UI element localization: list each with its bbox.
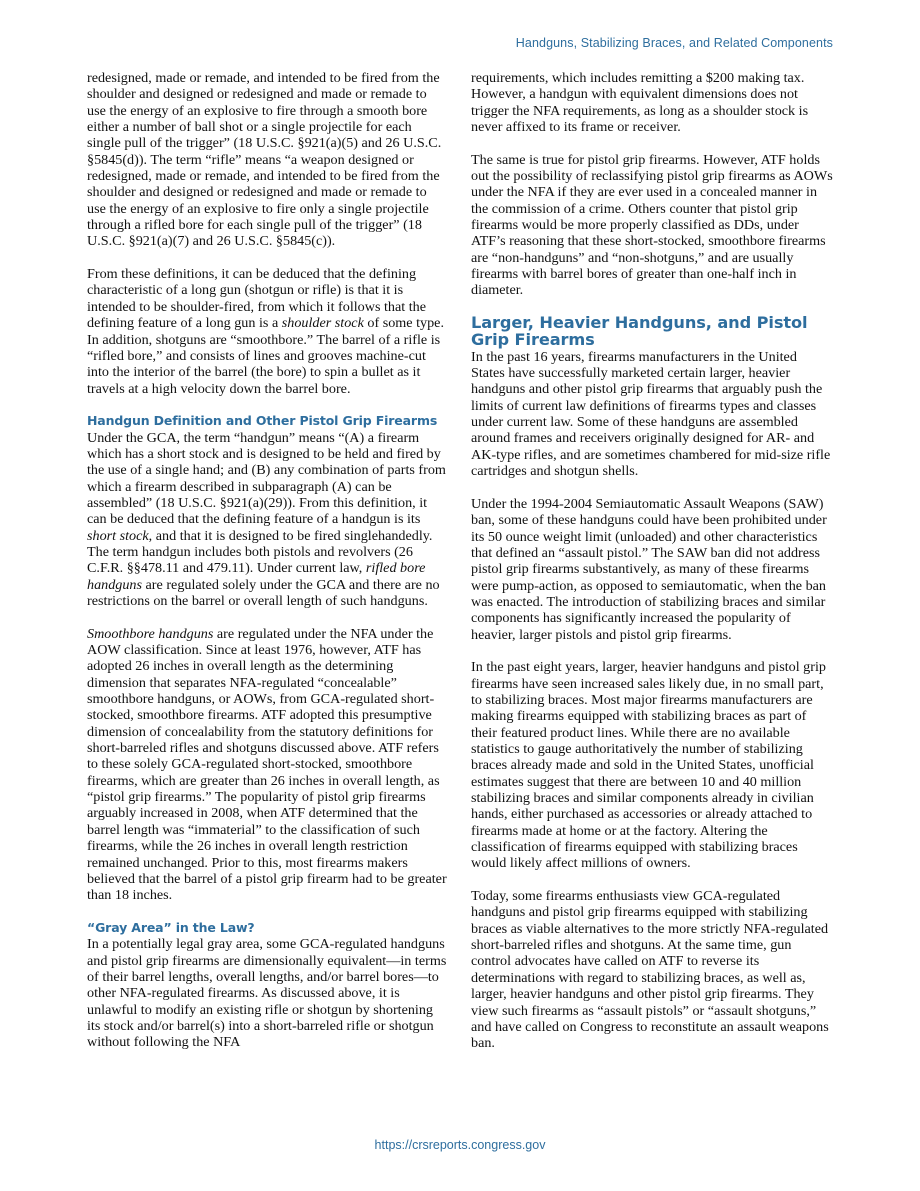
heading-handgun-definition: Handgun Definition and Other Pistol Grip Firearms: [87, 413, 438, 429]
emphasis-smoothbore-handguns: Smoothbore handguns: [87, 625, 214, 642]
paragraph-today-views: Today, some firearms enthusiasts view GCA-regulated handguns and pistol grip firearms equipped with stabilizing braces as viable alternatives to the more strictly NFA-regulated short-barreled rifles and shotguns. At the same time, gun control advocates have called on ATF to reverse its determinations with regard to stabilizing braces, as well as, larger, heavier handguns and other pistol grip firearms. They view such firearms as “assault pistols” or “assault shotguns,” and have called on Congress to reconstitute an assault weapons ban.: [471, 888, 829, 1052]
paragraph-marketing: In the past 16 years, firearms manufacturers in the United States have successfully marketed certain larger, heavier handguns and other pistol grip firearms that arguably push the limits of current law definitions of firearms types and classes under current law. Some of these handguns are assembled around frames and receivers originally designed for AR- and AK-type rifles, and are sometimes chambered for mid-size rifle cartridges and shotgun shells.: [471, 348, 831, 480]
paragraph-gray-area: In a potentially legal gray area, some GCA-regulated handguns and pistol grip firearms are dimensionally equivalent—in terms of their barrel lengths, overall lengths, and/or barrel bores—to other NFA-regulated firearms. As discussed above, it is unlawful to modify an existing rifle or shotgun by shortening its stock and/or barrel(s) into a short-barreled rifle or shotgun without following the NFA: [87, 936, 447, 1051]
paragraph-stabilizing-braces-sales: In the past eight years, larger, heavier handguns and pistol grip firearms have seen increased sales likely due, in no small part, to stabilizing braces. Most major firearms manufacturers are making firearms equipped with stabilizing braces as part of their featured product lines. While there are no available statistics to gauge authoritatively the number of stabilizing braces already made and sold in the United States, unofficial estimates suggest that there are between 10 and 40 million stabilizing braces and similar components already in civilian hands, either purchased as accessories or already attached to firearms made at home or at the factory. Altering the classification of firearms equipped with stabilizing braces would likely affect millions of owners.: [471, 659, 826, 872]
text-segment: of some type. In addition, shotguns are “smoothbore.” The barrel of a rifle is “rifled bore,” and consists of lines and grooves machine-cut into the interior of the barrel (the bore) to spin a bullet as it travels at a high velocity down the barrel bore.: [87, 315, 444, 397]
heading-gray-area: “Gray Area” in the Law?: [87, 919, 255, 935]
emphasis-rifled-bore-handguns: rifled bore handguns: [87, 560, 426, 593]
paragraph-smoothbore-handguns: [87, 626, 449, 904]
paragraph-handgun-definition: [87, 430, 449, 610]
running-header: Handguns, Stabilizing Braces, and Related Components: [515, 36, 833, 50]
footer-url[interactable]: https://crsreports.congress.gov: [374, 1138, 546, 1152]
text-segment: are regulated under the NFA under the AOW classification. Since at least 1976, however, ATF has adopted 26 inches in overall length as the determining dimension that separates NFA-regulated “concealable” smoothbore handguns, or AOWs, from GCA-regulated short-stocked, smoothbore firearms. ATF adopted this presumptive dimension of concealability from the statutory definitions for short-barreled rifles and shotguns discussed above. ATF refers to these solely GCA-regulated short-stocked, smoothbore firearms, which are greater than 26 inches in overall length, as “pistol grip firearms.” The popularity of pistol grip firearms arguably increased in 2008, when ATF determined that the barrel length was “immaterial” to the classification of such firearms, while the 26 inches in overall length restriction remained unchanged. Prior to this, most firearms makers believed that the barrel of a pistol grip firearm had to be greater than 18 inches.: [87, 625, 447, 904]
emphasis-short-stock: short stock: [87, 527, 149, 544]
paragraph-defining-characteristic: [87, 266, 449, 397]
right-column: [471, 70, 833, 1052]
paragraph-long-gun-definitions: redesigned, made or remade, and intended to be fired from the shoulder and designed or redesigned and made or remade to use the energy of an explosive to fire through a smooth bore either a number of ball shot or a single projectile for each single pull of the trigger” (18 U.S.C. §921(a)(5) and 26 U.S.C. §5845(d)). The term “rifle” means “a weapon designed or redesigned, made or remade, and intended to be fired from the shoulder and designed or redesigned and made or remade to use the energy of an explosive to fire only a single projectile through a rifled bore for each single pull of the trigger” (18 U.S.C. §921(a)(7) and 26 U.S.C. §5845(c)).: [87, 70, 442, 250]
paragraph-saw-ban: Under the 1994-2004 Semiautomatic Assault Weapons (SAW) ban, some of these handguns could have been prohibited under its 50 ounce weight limit (unloaded) and other characteristics that defined an “assault pistol.” The SAW ban did not address pistol grip firearms substantively, as many of these firearms were pump-action, as opposed to semiautomatic, when the ban was enacted. The introduction of stabilizing braces and similar components has significantly increased the popularity of heavier, larger pistols and pistol grip firearms.: [471, 495, 827, 643]
paragraph-nfa-requirements: requirements, which includes remitting a $200 making tax. However, a handgun with equivalent dimensions does not trigger the NFA requirements, as long as a shoulder stock is never affixed to its frame or receiver.: [471, 70, 809, 136]
text-segment: From these definitions, it can be deduced that the defining characteristic of a long gun (shotgun or rifle) is that it is intended to be shoulder-fired, from which it follows that the defining feature of a long gun is a: [87, 266, 427, 332]
heading-larger-heavier-handguns: Larger, Heavier Handguns, and Pistol Grip Firearms: [471, 313, 808, 349]
text-segment: Under the GCA, the term “handgun” means “(A) a firearm which has a short stock and is designed to be held and fired by the use of a single hand; and (B) any combination of parts from which a firearm described in subparagraph (A) can be assembled” (18 U.S.C. §921(a)(29)). From this definition, it can be deduced that the defining feature of a handgun is its: [87, 429, 446, 528]
paragraph-pistol-grip-firearms: The same is true for pistol grip firearms. However, ATF holds out the possibility of reclassifying pistol grip firearms as AOWs under the NFA if they are ever used in a concealed manner in the commission of a crime. Others counter that pistol grip firearms would be more properly classified as DDs, under ATF’s reasoning that these short-stocked, smoothbore firearms are “non-handguns” and “non-shotguns,” and are usually firearms with barrel bores of greater than one-half inch in diameter.: [471, 151, 833, 299]
text-segment: are regulated solely under the GCA and there are no restrictions on the barrel or overall length of such handguns.: [87, 576, 440, 609]
left-column: [87, 70, 449, 1051]
text-segment: , and that it is designed to be fired singlehandedly. The term handgun includes both pistols and revolvers (26 C.F.R. §§478.11 and 479.11). Under current law,: [87, 527, 433, 577]
emphasis-shoulder-stock: shoulder stock: [281, 315, 364, 332]
